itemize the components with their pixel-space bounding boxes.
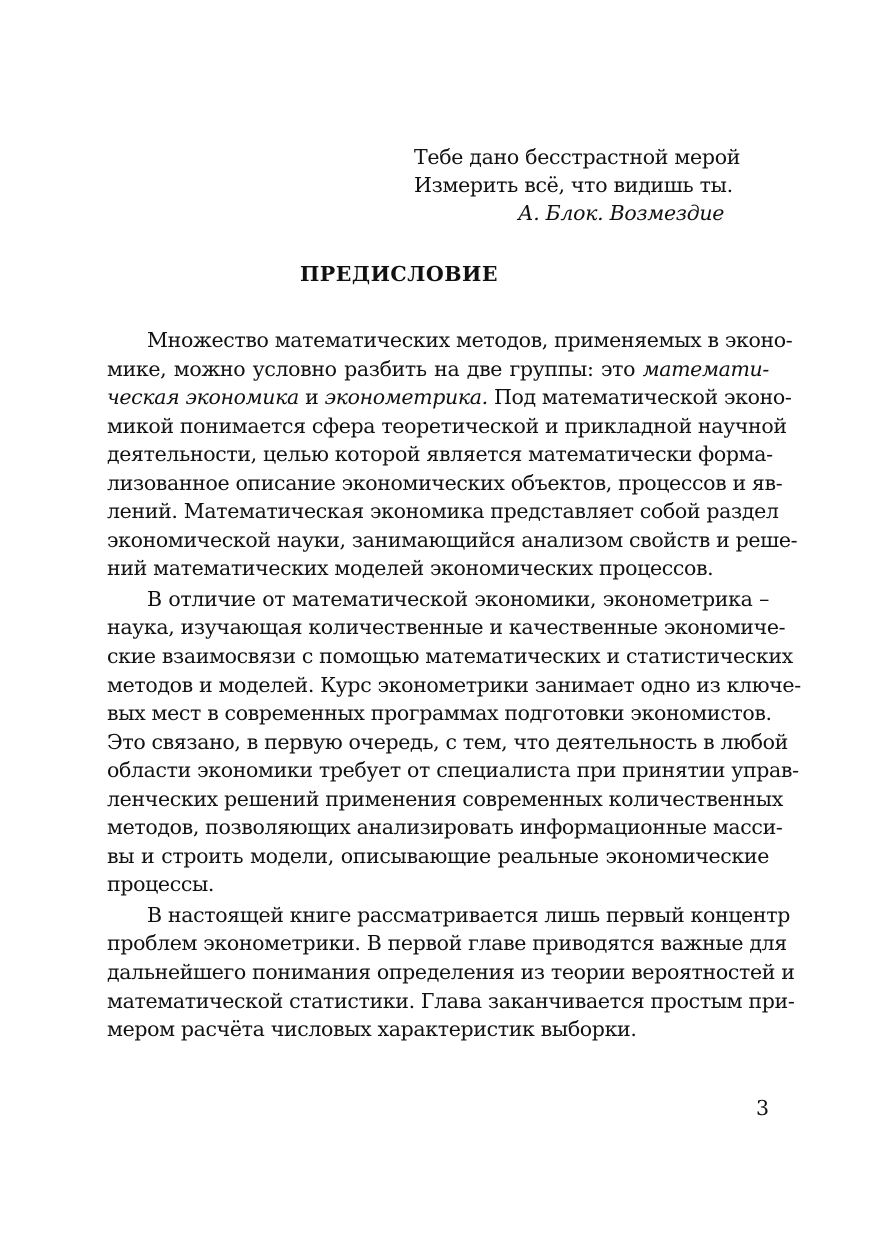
epigraph-attribution: А. Блок. Возмездие: [518, 201, 725, 225]
text-line: [107, 355, 769, 384]
text-line: ленческих решений применения современных количественных: [107, 786, 783, 811]
text-line: экономической науки, занимающийся анализом свойств и реше-: [107, 527, 798, 552]
text-line: области экономики требует от специалиста при принятии управ-: [107, 758, 799, 783]
text-line: микой понимается сфера теоретической и прикладной научной: [107, 413, 787, 438]
epigraph-line: Тебе дано бесстрастной мерой: [414, 145, 741, 169]
text-line: ские взаимосвязи с помощью математических и статистических: [107, 644, 793, 669]
text-line: методов и моделей. Курс эконометрики занимает одно из ключе-: [107, 672, 801, 697]
text-line: Множество математических методов, применяемых в эконо-: [147, 328, 793, 352]
text-line: дальнейшего понимания определения из теории вероятностей и: [107, 960, 795, 985]
paragraph: [107, 326, 798, 583]
text-line: лений. Математическая экономика представляет собой раздел: [107, 499, 779, 524]
text-line: методов, позволяющих анализировать информационные масси-: [107, 815, 783, 840]
italic-term: ческая экономика: [107, 385, 299, 410]
italic-term: математи-: [642, 356, 769, 381]
italic-term: эконометрика.: [324, 385, 488, 410]
text-line: мером расчёта числовых характеристик выборки.: [107, 1017, 637, 1042]
epigraph: [414, 143, 744, 227]
text-line: В отличие от математической экономики, эконометрика –: [147, 586, 769, 611]
text-fragment: Под математической эконо-: [487, 385, 792, 410]
text-line: вы и строить модели, описывающие реальные экономические: [107, 843, 769, 868]
text-line: ний математических моделей экономических процессов.: [107, 556, 714, 581]
text-fragment: и: [298, 385, 325, 410]
paragraph: [107, 901, 795, 1044]
text-line: процессы.: [107, 872, 215, 897]
page-number: 3: [755, 1096, 769, 1120]
text-line: проблем эконометрики. В первой главе приводятся важные для: [107, 931, 787, 956]
text-line: наука, изучающая количественные и качественные экономиче-: [107, 615, 786, 640]
text-line: вых мест в современных программах подготовки экономистов.: [107, 701, 772, 726]
text-line: математической статистики. Глава заканчивается простым при-: [107, 988, 795, 1013]
preface-body: [107, 326, 801, 1046]
page-title: ПРЕДИСЛОВИЕ: [299, 262, 499, 286]
epigraph-line: Измерить всё, что видишь ты.: [414, 173, 733, 197]
paragraph: [107, 585, 801, 899]
text-line: Это связано, в первую очередь, с тем, что деятельность в любой: [107, 729, 788, 754]
text-line: деятельности, целью которой является математически форма-: [107, 442, 773, 467]
text-line: лизованное описание экономических объектов, процессов и яв-: [107, 470, 783, 495]
text-line: [107, 383, 792, 412]
text-fragment: мике, можно условно разбить на две группы: это: [107, 356, 643, 381]
text-line: В настоящей книге рассматривается лишь первый концентр: [147, 902, 790, 927]
